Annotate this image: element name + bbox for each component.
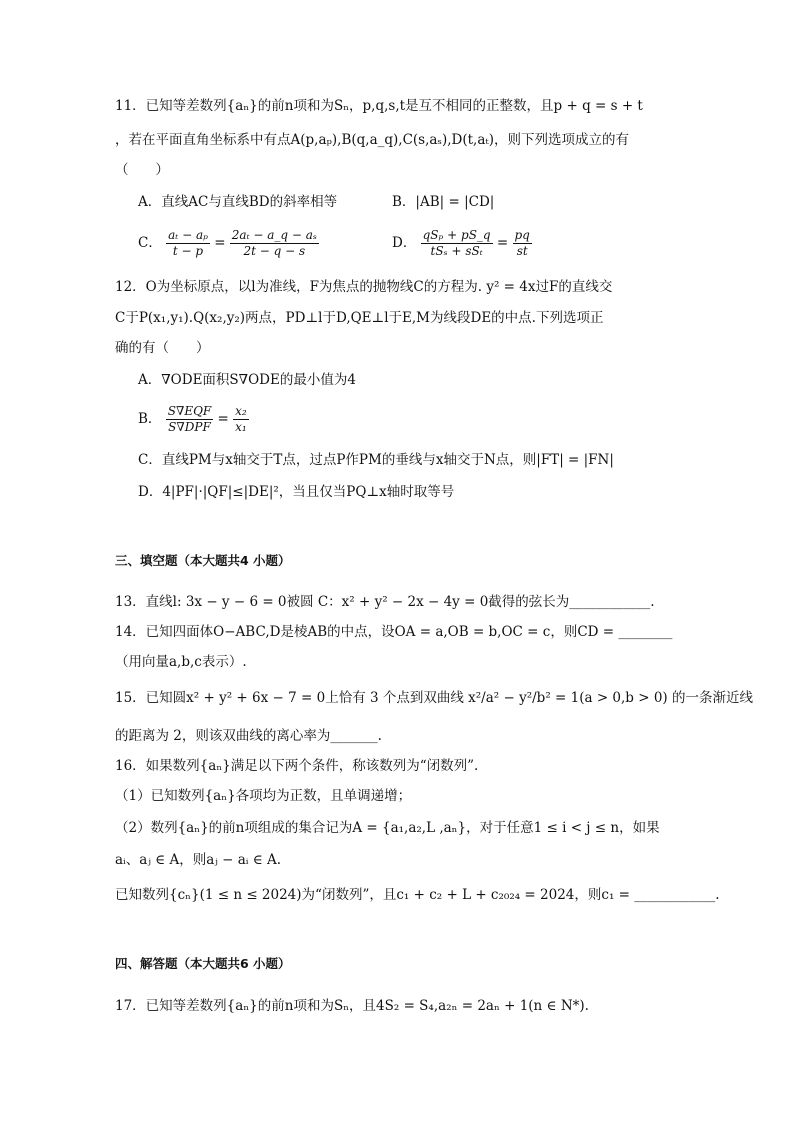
fraction-denominator: S∇DPF (168, 420, 211, 434)
q12-line3: 确的有（ ） (115, 340, 210, 356)
q12-option-a: A．∇ODE面积S∇ODE的最小值为4 (138, 372, 356, 388)
q12-line2: C于P(x₁,y₁).Q(x₂,y₂)两点，PD⊥l于D,QE⊥l于E,M为线段DE的中点.下列选项正 (115, 310, 604, 326)
q15-line1: 15．已知圆x² + y² + 6x − 7 = 0上恰有 3 个点到双曲线 x²/a² − y²/b² = 1(a > 0,b > 0) 的一条渐近线 (115, 690, 753, 706)
q11-option-d-left-fraction (421, 228, 493, 259)
q11-option-d-right-fraction (513, 228, 532, 259)
q11-option-b: B．|AB| = |CD| (392, 194, 495, 210)
fraction-denominator: t − p (172, 244, 204, 258)
q12-line1: 12．O为坐标原点，以l为准线，F为焦点的抛物线C的方程为. y² = 4x过F的直线交 (115, 279, 613, 295)
q11-option-a: A．直线AC与直线BD的斜率相等 (138, 194, 338, 210)
q16-line5: 已知数列{cₙ}(1 ≤ n ≤ 2024)为“闭数列”，且c₁ + c₂ + L + c₂₀₂₄ = 2024，则c₁ = ____________. (115, 887, 720, 903)
q11-line1: 11．已知等差数列{aₙ}的前n项和为Sₙ，p,q,s,t是互不相同的正整数，且p + q = s + t (115, 98, 643, 114)
q12-option-b (138, 404, 249, 435)
q16-line4: aᵢ、aⱼ ∈ A，则aⱼ − aᵢ ∈ A. (115, 852, 282, 868)
q16-line1: 16．如果数列{aₙ}满足以下两个条件，称该数列为“闭数列”. (115, 758, 479, 774)
fraction-denominator: 2t − q − s (243, 244, 306, 258)
fraction-denominator: x₁ (235, 420, 247, 434)
q11-paren: （ ） (115, 162, 169, 178)
equals-sign: = (217, 411, 229, 427)
q11-option-c-label: C． (138, 235, 162, 251)
q11-option-d-label: D． (392, 235, 417, 251)
q14-line2: （用向量a,b,c表示）. (115, 654, 247, 670)
q12-option-c: C．直线PM与x轴交于T点，过点P作PM的垂线与x轴交于N点，则|FT| = |FN| (138, 452, 614, 468)
q11-option-c (138, 228, 319, 259)
equals-sign: = (496, 235, 509, 251)
fraction-denominator: tSₛ + sSₜ (430, 244, 483, 258)
fraction-numerator: aₜ − aₚ (168, 228, 208, 242)
q16-line2: （1）已知数列{aₙ}各项均为正数，且单调递增； (115, 788, 412, 804)
q11-option-c-right-fraction (230, 228, 319, 259)
q12-option-b-left-fraction (166, 404, 214, 435)
q13: 13．直线l: 3x − y − 6 = 0被圆 C：x² + y² − 2x − 4y = 0截得的弦长为____________. (115, 594, 655, 610)
section-heading-fill-in: 三、填空题（本大题共4 小题） (115, 553, 291, 568)
section-heading-solutions: 四、解答题（本大题共6 小题） (115, 956, 291, 971)
fraction-numerator: x₂ (235, 404, 247, 418)
q16-line3: （2）数列{aₙ}的前n项组成的集合记为A = {a₁,a₂,L ,aₙ}，对于任意1 ≤ i < j ≤ n，如果 (115, 820, 660, 836)
equals-sign: = (214, 235, 226, 251)
fraction-numerator: qSₚ + pS_q (422, 228, 491, 242)
q15-line2: 的距离为 2，则该双曲线的离心率为_______. (115, 728, 382, 744)
fraction-numerator: pq (514, 228, 530, 242)
q17: 17．已知等差数列{aₙ}的前n项和为Sₙ，且4S₂ = S₄,a₂ₙ = 2aₙ + 1(n ∈ N*). (115, 998, 589, 1014)
fraction-numerator: S∇EQF (167, 404, 212, 418)
q12-option-b-right-fraction (233, 404, 249, 435)
q11-option-d (392, 228, 532, 259)
fraction-denominator: st (516, 244, 528, 258)
q14-line1: 14．已知四面体O−ABC,D是棱AB的中点，设OA = a,OB = b,OC = c，则CD = ________ (115, 624, 673, 640)
q11-line2: ，若在平面直角坐标系中有点A(p,aₚ),B(q,a_q),C(s,aₛ),D(t,aₜ)，则下列选项成立的有 (115, 132, 629, 148)
q12-option-b-label: B． (138, 411, 162, 427)
q12-option-d: D．4|PF|·|QF|≤|DE|²，当且仅当PQ⊥x轴时取等号 (138, 484, 455, 500)
q11-option-c-left-fraction (166, 228, 210, 259)
fraction-numerator: 2aₜ − a_q − aₛ (231, 228, 317, 242)
